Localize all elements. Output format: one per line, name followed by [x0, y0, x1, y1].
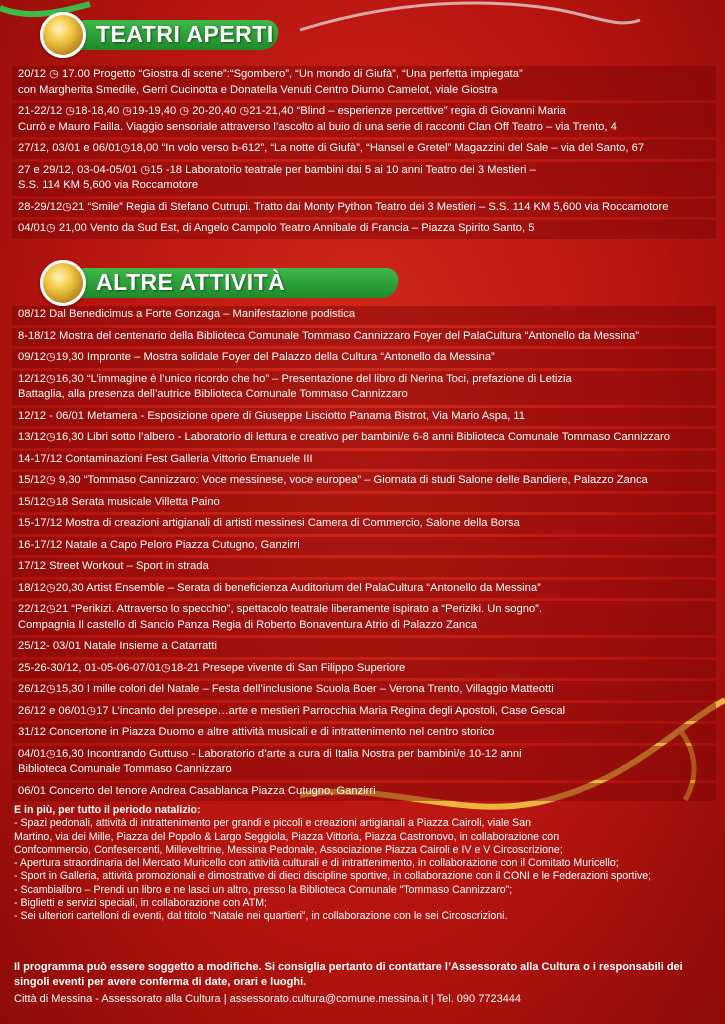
event-row: [12, 220, 716, 239]
event-row: [12, 515, 716, 534]
teatri-banner: [40, 10, 300, 58]
footer-line: Martino, via dei Mille, Piazza del Popolo & Largo Seggiola, Piazza Vittoria, Piazza Castronovo, in collaborazione con: [14, 830, 560, 843]
event-text: 06/01 Concerto del tenore Andrea Casablanca Piazza Cutugno, Ganzirri: [18, 784, 376, 797]
event-row: [12, 638, 716, 657]
event-row: [12, 601, 716, 635]
event-text: 17/12 Street Workout – Sport in strada: [18, 560, 209, 572]
event-text: 13/12◷16,30 Libri sotto l’albero - Laboratorio di lettura e creativo per bambini/e 6-8 anni Biblioteca Comunale Tommaso Cannizzaro: [18, 431, 670, 443]
footer-line: - Sport in Galleria, attività promozionali e dimostrative di dieci discipline sportive, in collaborazione con il CONI e le Federazioni sportive;: [14, 870, 652, 883]
event-text: 14-17/12 Contaminazioni Fest Galleria Vittorio Emanuele III: [18, 452, 313, 465]
event-text: Biblioteca Comunale Tommaso Cannizzaro: [18, 763, 232, 775]
event-text: 8-18/12 Mostra del centenario della Biblioteca Comunale Tommaso Cannizzaro Foyer del PalaCultura “Antonello da Messina”: [18, 329, 640, 342]
event-text: 15/12◷18 Serata musicale Villetta Paino: [18, 495, 220, 508]
event-text: 12/12◷16,30 “L’immagine è l’unico ricordo che ho” – Presentazione del libro di Nerina Toci, prefazione di Letizia: [18, 372, 572, 385]
altre-title: ALTRE ATTIVITÀ: [96, 268, 286, 295]
event-row: [12, 681, 716, 700]
credits-line: Città di Messina - Assessorato alla Cultura | assessorato.cultura@comune.messina.it | Tel. 090 7723444: [14, 993, 522, 1005]
event-text: 04/01◷ 21,00 Vento da Sud Est, di Angelo Campolo Teatro Annibale di Francia – Piazza Spirito Santo, 5: [18, 222, 535, 234]
event-row: [12, 371, 716, 405]
event-text: 18/12◷20,30 Artist Ensemble – Serata di beneficienza Auditorium del PalaCultura “Antonello da Messina”: [18, 581, 541, 594]
event-row: [12, 328, 716, 347]
footer-line: - Spazi pedonali, attività di intrattenimento per grandi e piccoli e creazioni artigianali a Piazza Cairoli, viale San: [14, 817, 532, 830]
event-text: 25-26-30/12, 01-05-06-07/01◷18-21 Presepe vivente di San Filippo Superiore: [18, 661, 406, 674]
footer-info: [14, 804, 714, 924]
event-text: S.S. 114 KM 5,600 via Roccamotore: [18, 179, 199, 191]
footer-line: - Apertura straordinaria del Mercato Muricello con attività culturali e di intrattenimento, in collaborazione con il Comitato Muricello;: [14, 857, 619, 870]
event-row: [12, 660, 716, 679]
footer-header: E in più, per tutto il periodo natalizio:: [14, 804, 201, 816]
event-row: [12, 724, 716, 743]
footer-line: - Scambialibro – Prendi un libro e ne lasci un altro, presso la Biblioteca Comunale “Tommaso Cannizzaro”;: [14, 883, 513, 896]
event-row: [12, 408, 716, 427]
altre-banner: [40, 258, 420, 306]
event-row: [12, 746, 716, 780]
event-row: [12, 429, 716, 448]
event-text: 28-29/12◷21 “Smile” Regia di Stefano Cutrupi. Tratto dai Monty Python Teatro dei 3 Mestieri – S.S. 114 KM 5,600 via Roccamotore: [18, 200, 669, 213]
teatri-title: TEATRI APERTI: [96, 20, 274, 47]
event-text: 15-17/12 Mostra di creazioni artigianali di artisti messinesi Camera di Commercio, Salone della Borsa: [18, 517, 520, 529]
event-text: 22/12◷21 “Perikizi. Attraverso lo specchio”, spettacolo teatrale liberamente ispirato a “Periziki. Un sogno”.: [18, 603, 543, 615]
event-text: 20/12 ◷ 17.00 Progetto “Giostra di scene”:“Sgombero”, “Un mondo di Giufà”, “Una perfetta impiegata”: [18, 68, 523, 80]
event-row: [12, 580, 716, 599]
event-row: [12, 494, 716, 513]
event-text: 21-22/12 ◷18-18,40 ◷19-19,40 ◷ 20-20,40 ◷21-21,40 “Blind – esperienze percettive” regia di Giovanni Maria: [18, 105, 566, 117]
event-row: [12, 537, 716, 556]
event-row: [12, 162, 716, 196]
footer-line: Confcommercio, Confesercenti, Milleveltrine, Messina Pedonale, Associazione Piazza Cairoli e IV e V Circoscrizione;: [14, 843, 563, 856]
event-text: 16-17/12 Natale a Capo Peloro Piazza Cutugno, Ganzirri: [18, 538, 300, 551]
event-row: [12, 703, 716, 722]
messina-lion-logo-icon: [40, 12, 86, 58]
event-text: Currò e Mauro Failla. Viaggio sensoriale attraverso l’ascolto al buio di una serie di racconti Clan Off Teatro – via Trento, 4: [18, 120, 617, 133]
altre-list: [12, 306, 716, 804]
event-row: [12, 349, 716, 368]
event-row: [12, 140, 716, 159]
event-text: Compagnia Il castello di Sancio Panza Regia di Roberto Bonaventura Atrio di Palazzo Zanca: [18, 618, 477, 631]
event-text: 31/12 Concertone in Piazza Duomo e altre attività musicali e di intrattenimento nel centro storico: [18, 726, 495, 738]
event-text: 04/01◷16,30 Incontrando Guttuso - Laboratorio d’arte a cura di Italia Nostra per bambini/e 10-12 anni: [18, 747, 522, 760]
event-text: 15/12◷ 9,30 “Tommaso Cannizzaro: Voce messinese, voce europea” – Giornata di studi Salone delle Bandiere, Palazzo Zanca: [18, 474, 648, 486]
event-text: 27 e 29/12, 03-04-05/01 ◷15 -18 Laboratorio teatrale per bambini dai 5 ai 10 anni Teatro dei 3 Mestieri –: [18, 163, 536, 176]
event-row: [12, 199, 716, 218]
disclaimer-text: Il programma può essere soggetto a modifiche. Si consiglia pertanto di contattare l’Assessorato alla Cultura o i responsabili dei singoli eventi per avere conferma di date, orari e luoghi.: [14, 961, 683, 988]
event-row: [12, 451, 716, 470]
event-text: 12/12 - 06/01 Metamera - Esposizione opere di Giuseppe Lisciotto Panama Bistrot, Via Mario Aspa, 11: [18, 409, 526, 422]
event-row: [12, 558, 716, 577]
event-row: [12, 103, 716, 137]
footer-line: - Biglietti e servizi speciali, in collaborazione con ATM;: [14, 897, 267, 910]
event-row: [12, 472, 716, 491]
event-text: Battaglia, alla presenza dell’autrice Biblioteca Comunale Tommaso Cannizzaro: [18, 388, 408, 400]
event-text: 09/12◷19,30 Impronte – Mostra solidale Foyer del Palazzo della Cultura “Antonello da Messina”: [18, 351, 495, 363]
teatri-list: [12, 66, 716, 242]
event-row: [12, 306, 716, 325]
event-text: 26/12◷15,30 I mille colori del Natale – Festa dell’inclusione Scuola Boer – Verona Trento, Villaggio Matteotti: [18, 683, 554, 695]
event-row: [12, 66, 716, 100]
footer-line: - Sei ulteriori cartelloni di eventi, dal titolo “Natale nei quartieri”, in collaborazione con le sei Circoscrizioni.: [14, 910, 508, 923]
event-text: con Margherita Smedile, Gerri Cucinotta e Donatella Venuti Centro Diurno Camelot, viale Giostra: [18, 83, 498, 96]
event-text: 27/12, 03/01 e 06/01◷18,00 “In volo verso b-612”, “La notte di Giufà”, “Hansel e Gretel” Magazzini del Sale – via del Santo, 67: [18, 142, 645, 154]
footer-list: [14, 817, 714, 923]
messina-lion-logo-icon: [40, 260, 86, 306]
event-text: 26/12 e 06/01◷17 L’incanto del presepe…arte e mestieri Parrocchia Maria Regina degli Apostoli, Case Gescal: [18, 704, 566, 717]
event-row: [12, 783, 716, 802]
event-text: 25/12- 03/01 Natale Insieme a Catarratti: [18, 640, 217, 652]
event-text: 08/12 Dal Benedicimus a Forte Gonzaga – Manifestazione podistica: [18, 308, 356, 320]
